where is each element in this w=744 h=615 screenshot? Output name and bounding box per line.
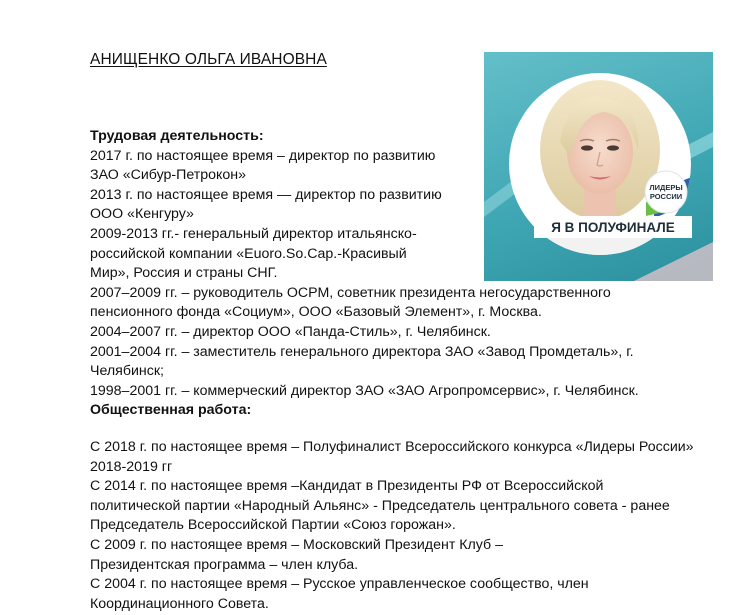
work-line: 2017 г. по настоящее время – директор по развитию: [90, 147, 436, 164]
work-heading: Трудовая деятельность:: [90, 128, 264, 144]
work-line: 2007–2009 гг. – руководитель ОСРМ, советник президента негосударственного: [90, 284, 611, 301]
social-line: Координационного Совета.: [90, 595, 269, 612]
person-name-title: АНИЩЕНКО ОЛЬГА ИВАНОВНА: [90, 51, 327, 68]
logo-line2: РОССИИ: [649, 192, 683, 201]
social-line: С 2004 г. по настоящее время – Русское управленческое сообщество, член: [90, 576, 589, 593]
work-line: 2013 г. по настоящее время — директор по развитию: [90, 186, 442, 203]
work-line: российской компании «Euoro.So.Cap.-Красивый: [90, 245, 407, 262]
work-line: ЗАО «Сибур-Петрокон»: [90, 167, 246, 184]
work-line: 1998–2001 гг. – коммерческий директор ЗАО «ЗАО Агропромсервис», г. Челябинск.: [90, 382, 639, 399]
social-line: политической партии «Народный Альянс» - Председатель центрального совета - ранее: [90, 497, 670, 514]
decor-stripe-bottom: [634, 242, 713, 281]
social-line: С 2009 г. по настоящее время – Московский Президент Клуб –: [90, 536, 504, 553]
semifinal-badge-text: Я В ПОЛУФИНАЛЕ: [551, 220, 675, 235]
social-line: С 2014 г. по настоящее время –Кандидат в Президенты РФ от Всероссийской: [90, 478, 604, 495]
social-line: 2018-2019 гг: [90, 458, 173, 475]
work-line: ООО «Кенгуру»: [90, 206, 194, 223]
work-line: Мир», Россия и страны СНГ.: [90, 265, 278, 282]
social-line: С 2018 г. по настоящее время – Полуфиналист Всероссийского конкурса «Лидеры России»: [90, 439, 694, 455]
social-section: [90, 438, 694, 614]
work-line: пенсионного фонда «Социум», ООО «Базовый Элемент», г. Москва.: [90, 304, 542, 321]
work-line: Челябинск;: [90, 363, 164, 380]
work-line: 2001–2004 гг. – заместитель генерального директора ЗАО «Завод Промдеталь», г.: [90, 343, 634, 360]
work-section: [90, 127, 639, 421]
social-line: Президентская программа – член клуба.: [90, 556, 359, 573]
logo-line1: ЛИДЕРЫ: [649, 183, 683, 192]
social-heading: Общественная работа:: [90, 402, 252, 419]
work-line: 2009-2013 гг.- генеральный директор итальянско-: [90, 225, 417, 242]
social-line: Председатель Всероссийской Партии «Союз горожан».: [90, 517, 456, 534]
work-line: 2004–2007 гг. – директор ООО «Панда-Стиль», г. Челябинск.: [90, 323, 491, 340]
